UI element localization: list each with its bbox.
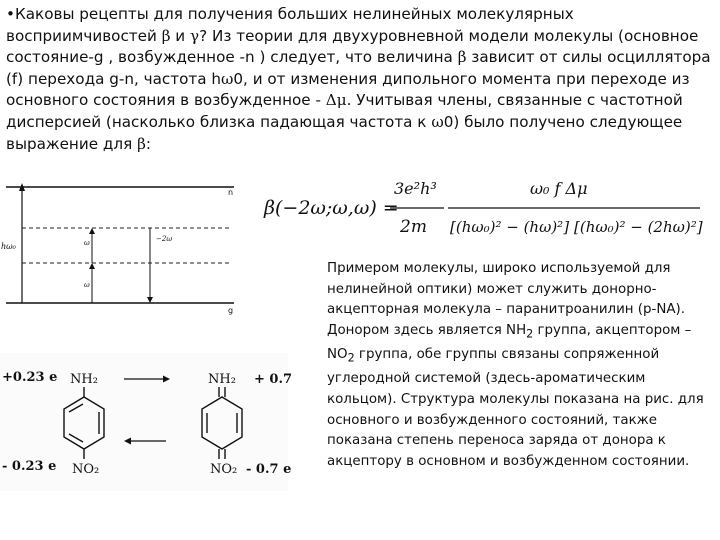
photon-label: ω xyxy=(84,281,90,289)
beta-symbol: β xyxy=(457,48,467,67)
formula-lhs: β(−2ω;ω,ω) = xyxy=(264,197,399,219)
intro-text: зависит от силы осциллятора (f) перехода g-n, частота h xyxy=(6,48,711,88)
energy-level-diagram xyxy=(0,183,240,333)
formula-denominator-first: [(hω₀)² − (hω)²] xyxy=(450,218,570,236)
description-text: группа, акцептором – NO xyxy=(327,322,692,363)
intro-text: •Каковы рецепты для получения больших нелинейных молекулярных восприимчивостей xyxy=(6,5,574,45)
emission-label: −2ω xyxy=(156,235,173,243)
subscript: 2 xyxy=(526,327,534,341)
formula-prefactor-numerator: 3e²h³ xyxy=(394,179,437,198)
formula-denominator-second: [(hω₀)² − (2hω)²] xyxy=(574,218,703,236)
axis-label-homega0: hω₀ xyxy=(1,242,16,251)
emission-arrowhead xyxy=(147,297,153,303)
photon-arrowhead xyxy=(89,228,95,234)
donor-group-ground: NH₂ xyxy=(70,372,98,387)
omega-symbol: ω xyxy=(220,69,234,88)
description-paragraph xyxy=(327,259,719,472)
intro-text: . Учитывая члены, связанные с частотной дисперсией (насколько близка падающая частота к xyxy=(6,91,683,131)
beta-formula xyxy=(262,170,702,246)
charge-acceptor-ground: - 0.23 e xyxy=(2,459,57,474)
intro-text: ? Из теории для двухуровневной модели молекулы (основное состояние-g , возбужденное -n ) следует, что величина xyxy=(6,26,699,67)
charge-acceptor-excited: - 0.7 e xyxy=(246,462,292,477)
charge-donor-excited: + 0.7 xyxy=(254,372,293,387)
gamma-symbol: γ xyxy=(190,26,200,45)
acceptor-group-excited: NO₂ xyxy=(210,462,238,477)
intro-text: 0, и от изменения дипольного момента при переходе из основного состояния в возбужденное - xyxy=(6,69,690,110)
level-g-label: g xyxy=(228,306,234,315)
pna-molecule-figure xyxy=(0,353,293,491)
photon-arrowhead xyxy=(89,263,95,269)
description-text: Примером молекулы, широко используемой для нелинейной оптики) может служить донорно-акцепторная молекула – паранитроанилин (p-NA). Донором здесь является NH xyxy=(327,261,686,338)
photon-label: ω xyxy=(84,239,90,247)
donor-group-excited: NH₂ xyxy=(208,372,236,387)
formula-prefactor-denominator: 2m xyxy=(400,217,427,237)
intro-text: : xyxy=(145,134,151,153)
description-text: группа, обе группы связаны сопряженной углеродной системой (здесь-ароматическим кольцом). Структура молекулы показана на рис. для основного и возбужденного состояний, также показана степень переноса заряда от донора к акцептору в основном и возбужденном состоянии. xyxy=(327,347,704,469)
beta-symbol: β xyxy=(161,26,171,45)
subscript: 2 xyxy=(347,351,355,365)
intro-text: 0) было получено следующее выражение для xyxy=(6,112,683,153)
intro-paragraph xyxy=(6,4,716,155)
delta-mu-symbol: Δμ xyxy=(325,91,347,110)
beta-symbol: β xyxy=(137,134,146,153)
acceptor-group-ground: NO₂ xyxy=(72,462,100,477)
formula-rhs-numerator: ω₀ f Δμ xyxy=(530,179,588,198)
charge-donor-ground: +0.23 e xyxy=(2,370,58,385)
intro-text: и xyxy=(170,26,190,45)
level-n-label: n xyxy=(228,188,234,197)
omega-symbol: ω xyxy=(431,112,444,131)
